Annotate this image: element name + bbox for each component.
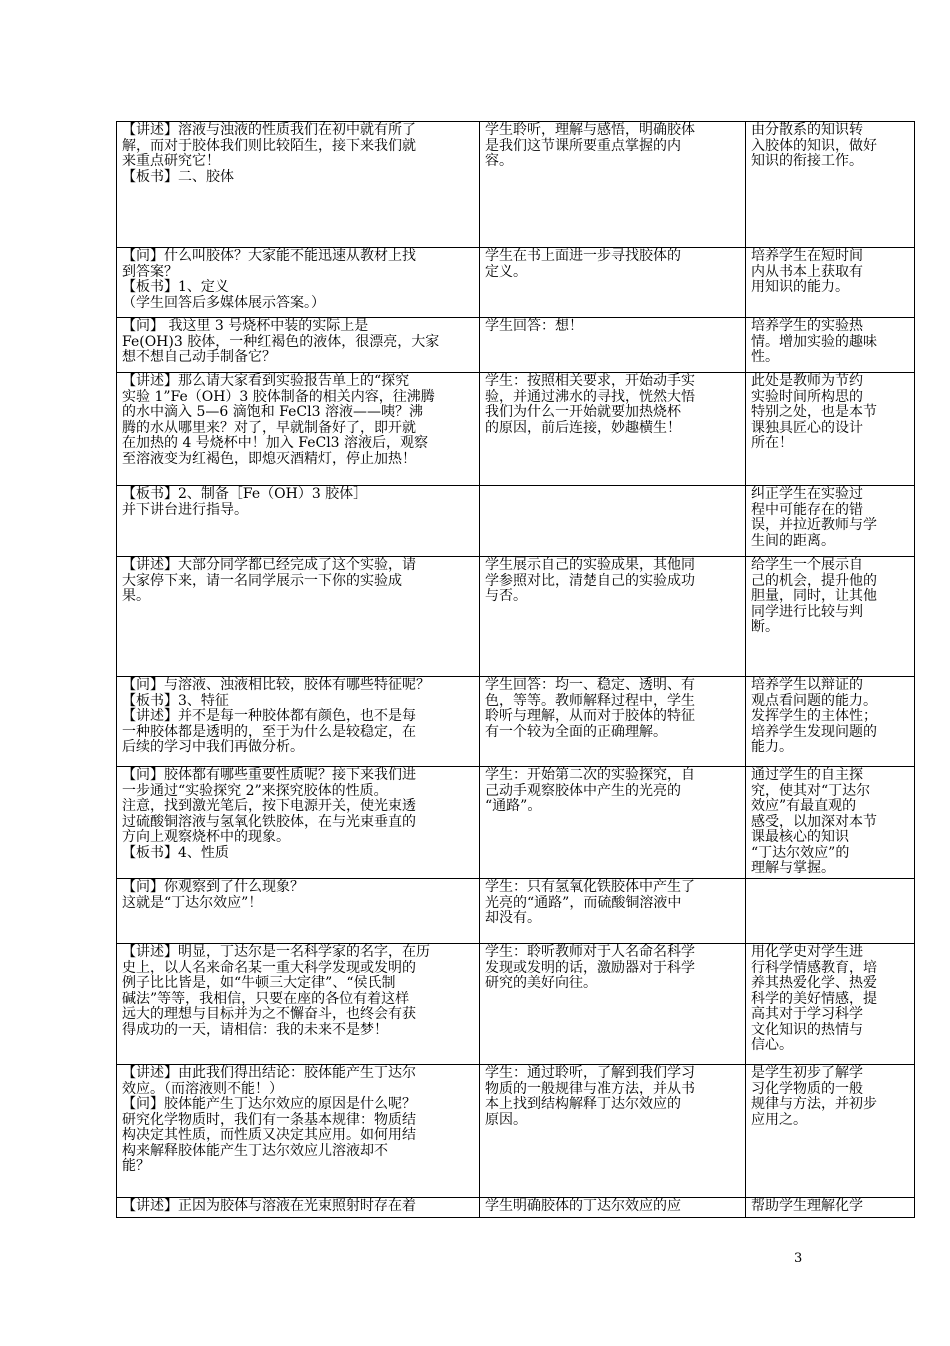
intent-text-line: 养其热爱化学、热爱 (751, 975, 877, 991)
teacher-cell (117, 767, 480, 879)
teacher-cell (117, 557, 480, 677)
intent-text-line: 所在！ (751, 435, 793, 451)
teacher-text-line: 史上，以人名来命名某一重大科学发现或发明的 (122, 959, 416, 976)
teacher-cell (117, 1065, 480, 1198)
teacher-text-line: 能？ (122, 1158, 150, 1174)
teacher-text-line: 效应。（而溶液则不能！） (122, 1080, 283, 1097)
student-text-line: 学生回答：均一、稳定、透明、有 (485, 677, 695, 693)
student-cell (480, 677, 746, 767)
student-text-line: 验，并通过沸水的寻找，恍然大悟 (485, 388, 695, 405)
teacher-text-line: 构决定其性质，而性质又决定其应用。如何用结 (122, 1127, 416, 1143)
teacher-text-line: 【问】胶体都有哪些重要性质呢？接下来我们进 (122, 767, 416, 783)
teacher-text-line: 【问】什么叫胶体？大家能不能迅速从教材上找 (122, 248, 416, 264)
student-cell (480, 486, 746, 557)
teacher-cell (117, 122, 480, 248)
intent-text-line: 课最核心的知识 (751, 829, 849, 845)
teacher-text-line: 【讲述】大部分同学都已经完成了这个实验，请 (122, 557, 416, 573)
teacher-text-line: 并下讲台进行指导。 (122, 501, 248, 518)
student-text-line: 学生回答：想！ (485, 318, 583, 334)
teacher-text-line: 一步通过“实验探究 2”来探究胶体的性质。 (122, 782, 388, 799)
teacher-text-line: 【讲述】由此我们得出结论：胶体能产生丁达尔 (122, 1065, 416, 1081)
teacher-text-line: 注意，找到激光笔后，按下电源开关，使光束透 (122, 798, 416, 814)
intent-text-line: 入胶体的知识，做好 (751, 137, 877, 154)
intent-text-line: 用化学史对学生进 (751, 944, 863, 960)
lesson-plan-table (116, 121, 915, 1218)
student-text-line: 色，等等。教师解释过程中，学生 (485, 692, 695, 709)
teacher-text-line: 【问】 我这里 3 号烧杯中装的实际上是 (122, 318, 369, 334)
intent-text-line: 发挥学生的主体性； (751, 708, 877, 724)
student-text-line: 学生：通过聆听，了解到我们学习 (485, 1065, 695, 1081)
student-cell (480, 122, 746, 248)
intent-text-line: 观点看问题的能力。 (751, 692, 877, 709)
student-cell (480, 767, 746, 879)
student-text-line: 研究的美好向往。 (485, 975, 597, 991)
teacher-cell (117, 879, 480, 944)
student-text-line: 学生：按照相关要求，开始动手实 (485, 373, 695, 389)
teacher-text-line: 后续的学习中我们再做分析。 (122, 739, 304, 755)
teacher-cell (117, 1198, 480, 1218)
intent-text-line: 培养学生在短时间 (751, 248, 863, 264)
intent-text-line: 是学生初步了解学 (751, 1065, 863, 1081)
teacher-text-line: 例子比比皆是，如“牛顿三大定律”、“侯氏制 (122, 975, 396, 991)
teacher-text-line: 实验 1”Fe（OH）3 胶体制备的相关内容，往沸腾 (122, 388, 435, 405)
teacher-text-line: 过硫酸铜溶液与氢氧化铁胶体，在与光束垂直的 (122, 813, 416, 830)
teacher-cell (117, 318, 480, 373)
intent-text-line: 误，并拉近教师与学 (751, 517, 877, 533)
intent-text-line: 能力。 (751, 739, 793, 755)
student-text-line: 有一个较为全面的正确理解。 (485, 723, 667, 740)
table-row (117, 767, 915, 879)
teacher-text-line: 得成功的一天，请相信：我的未来不是梦！ (122, 1021, 388, 1038)
teacher-text-line: 【板书】2、制备［Fe（OH）3 胶体］ (122, 486, 368, 502)
teacher-text-line: 研究化学物质时，我们有一条基本规律：物质结 (122, 1111, 416, 1128)
intent-text-line: 己的机会，提升他的 (751, 572, 877, 589)
intent-text-line: 科学的美好情感，提 (751, 990, 877, 1007)
intent-cell (746, 879, 915, 944)
student-text-line: 定义。 (485, 263, 527, 280)
student-text-line: “通路”。 (485, 798, 542, 814)
intent-text-line: 性。 (751, 349, 779, 365)
intent-text-line: 用知识的能力。 (751, 279, 849, 295)
intent-text-line: 特别之处，也是本节 (751, 404, 877, 420)
student-text-line: 是我们这节课所要重点掌握的内 (485, 137, 681, 154)
student-text-line: 的原因，前后连接，妙趣横生！ (485, 419, 681, 436)
intent-cell (746, 557, 915, 677)
student-text-line: 却没有。 (485, 910, 541, 926)
intent-text-line: 胆量，同时，让其他 (751, 588, 877, 604)
teacher-text-line: 【板书】4、性质 (122, 844, 229, 861)
student-text-line: 我们为什么一开始就要加热烧杯 (485, 404, 681, 420)
intent-text-line: 培养学生的实验热 (751, 318, 863, 334)
intent-text-line: 理解与掌握。 (751, 860, 835, 876)
teacher-text-line: 【讲述】明显，丁达尔是一名科学家的名字，在历 (122, 944, 430, 960)
student-text-line: 聆听与理解，从而对于胶体的特征 (485, 708, 695, 724)
teacher-text-line: （学生回答后多媒体展示答案。） (122, 294, 325, 311)
table-row (117, 373, 915, 486)
intent-text-line: 帮助学生理解化学 (751, 1198, 863, 1214)
student-cell (480, 1065, 746, 1198)
student-text-line: 光亮的“通路”，而硫酸铜溶液中 (485, 894, 682, 911)
teacher-text-line: 远大的理想与目标并为之不懈奋斗，也终会有获 (122, 1006, 416, 1022)
intent-text-line: 纠正学生在实验过 (751, 486, 863, 502)
student-text-line: 物质的一般规律与准方法，并从书 (485, 1080, 695, 1097)
teacher-text-line: 方向上观察烧杯中的现象。 (122, 829, 290, 845)
page-number: 3 (794, 1251, 803, 1266)
teacher-text-line: 这就是“丁达尔效应”！ (122, 894, 263, 911)
intent-cell (746, 318, 915, 373)
teacher-cell (117, 486, 480, 557)
teacher-cell (117, 944, 480, 1065)
table-row (117, 1198, 915, 1218)
teacher-cell (117, 373, 480, 486)
table-row (117, 557, 915, 677)
student-text-line: 学生：开始第二次的实验探究，自 (485, 767, 695, 783)
teacher-text-line: 【问】与溶液、浊液相比较，胶体有哪些特征呢？ (122, 677, 430, 693)
intent-text-line: 应用之。 (751, 1111, 807, 1128)
intent-text-line: 通过学生的自主探 (751, 767, 863, 783)
teacher-text-line: 【板书】二、胶体 (122, 168, 234, 185)
teacher-text-line: 【问】胶体能产生丁达尔效应的原因是什么呢？ (122, 1096, 416, 1112)
intent-text-line: 课独具匠心的设计 (751, 419, 863, 436)
student-text-line: 学生：聆听教师对于人名命名科学 (485, 944, 695, 960)
intent-text-line: 由分散系的知识转 (751, 122, 863, 138)
teacher-text-line: 【讲述】正因为胶体与溶液在光束照射时存在着 (122, 1198, 416, 1214)
teacher-text-line: 来重点研究它！ (122, 153, 220, 169)
intent-text-line: 培养学生发现问题的 (751, 723, 877, 740)
student-text-line: 学参照对比，清楚自己的实验成功 (485, 572, 695, 589)
student-cell (480, 944, 746, 1065)
teacher-text-line: 在加热的 4 号烧杯中！加入 FeCl3 溶液后，观察 (122, 435, 429, 451)
student-text-line: 己动手观察胶体中产生的光亮的 (485, 782, 681, 799)
teacher-text-line: 至溶液变为红褐色，即熄灭酒精灯，停止加热！ (122, 450, 416, 467)
teacher-text-line: 的水中滴入 5—6 滴饱和 FeCl3 溶液——咦？沸 (122, 404, 423, 420)
intent-text-line: 此处是教师为节约 (751, 373, 863, 389)
table-row (117, 879, 915, 944)
teacher-cell (117, 248, 480, 318)
table-row (117, 248, 915, 318)
student-text-line: 学生展示自己的实验成果，其他同 (485, 557, 695, 573)
intent-cell (746, 122, 915, 248)
intent-text-line: 同学进行比较与判 (751, 603, 863, 620)
lesson-plan-body (117, 122, 915, 1218)
intent-cell (746, 944, 915, 1065)
student-text-line: 与否。 (485, 588, 527, 604)
intent-text-line: 习化学物质的一般 (751, 1080, 863, 1097)
student-text-line: 原因。 (485, 1111, 527, 1128)
teacher-text-line: 到答案？ (122, 263, 178, 280)
student-text-line: 发现或发明的话，激励器对于科学 (485, 959, 695, 976)
teacher-text-line: 【板书】3、特征 (122, 692, 229, 709)
student-cell (480, 879, 746, 944)
teacher-text-line: 【讲述】溶液与浊液的性质我们在初中就有所了 (122, 122, 416, 138)
intent-cell (746, 1198, 915, 1218)
intent-text-line: 行科学情感教育，培 (751, 959, 877, 976)
table-row (117, 677, 915, 767)
table-row (117, 486, 915, 557)
table-row (117, 944, 915, 1065)
teacher-text-line: 【问】你观察到了什么现象？ (122, 879, 304, 895)
intent-text-line: 究，使其对“丁达尔 (751, 782, 871, 799)
intent-text-line: 文化知识的热情与 (751, 1021, 863, 1038)
teacher-text-line: 【讲述】并不是每一种胶体都有颜色，也不是每 (122, 708, 416, 724)
table-row (117, 318, 915, 373)
student-text-line: 学生在书上面进一步寻找胶体的 (485, 248, 681, 264)
intent-text-line: 知识的衔接工作。 (751, 153, 863, 169)
teacher-text-line: 腾的水从哪里来？对了，早就制备好了，即开就 (122, 419, 416, 436)
intent-text-line: 断。 (751, 619, 779, 635)
teacher-text-line: 碱法”等等，我相信，只要在座的各位有着这样 (122, 990, 410, 1007)
student-text-line: 学生明确胶体的丁达尔效应的应 (485, 1198, 681, 1214)
teacher-text-line: 果。 (122, 588, 150, 604)
intent-cell (746, 248, 915, 318)
table-row (117, 1065, 915, 1198)
intent-text-line: 程中可能存在的错 (751, 501, 863, 518)
student-text-line: 本上找到结构解释丁达尔效应的 (485, 1096, 681, 1112)
student-text-line: 学生：只有氢氧化铁胶体中产生了 (485, 879, 695, 895)
teacher-text-line: 【讲述】那么请大家看到实验报告单上的“探究 (122, 373, 410, 389)
intent-text-line: 培养学生以辩证的 (751, 677, 863, 693)
intent-text-line: 生间的距离。 (751, 532, 835, 549)
intent-cell (746, 373, 915, 486)
teacher-text-line: 解，而对于胶体我们则比较陌生，接下来我们就 (122, 137, 416, 154)
teacher-text-line: 想不想自己动手制备它？ (122, 349, 276, 365)
teacher-cell (117, 677, 480, 767)
table-row (117, 122, 915, 248)
teacher-text-line: 构来解释胶体能产生丁达尔效应儿溶液却不 (122, 1142, 388, 1159)
intent-text-line: 效应”有最直观的 (751, 798, 857, 814)
teacher-text-line: 大家停下来，请一名同学展示一下你的实验成 (122, 572, 402, 589)
student-cell (480, 557, 746, 677)
teacher-text-line: Fe(OH)3 胶体，一种红褐色的液体，很漂亮，大家 (122, 333, 440, 350)
intent-text-line: 信心。 (751, 1037, 793, 1053)
student-text-line: 学生聆听，理解与感悟，明确胶体 (485, 122, 695, 138)
intent-text-line: 给学生一个展示自 (751, 557, 863, 573)
student-cell (480, 373, 746, 486)
teacher-text-line: 【板书】1、定义 (122, 279, 229, 295)
intent-cell (746, 1065, 915, 1198)
intent-text-line: 内从书本上获取有 (751, 263, 863, 280)
student-text-line: 容。 (485, 153, 513, 169)
intent-text-line: 感受，以加深对本节 (751, 813, 877, 830)
intent-cell (746, 767, 915, 879)
student-cell (480, 1198, 746, 1218)
intent-text-line: “丁达尔效应”的 (751, 844, 850, 861)
intent-text-line: 规律与方法，并初步 (751, 1096, 877, 1112)
student-cell (480, 248, 746, 318)
teacher-text-line: 一种胶体都是透明的，至于为什么是较稳定，在 (122, 723, 416, 740)
intent-text-line: 实验时间所构思的 (751, 388, 863, 405)
intent-text-line: 高其对于学习科学 (751, 1006, 863, 1022)
intent-cell (746, 677, 915, 767)
intent-cell (746, 486, 915, 557)
intent-text-line: 情。增加实验的趣味 (751, 333, 877, 350)
student-cell (480, 318, 746, 373)
